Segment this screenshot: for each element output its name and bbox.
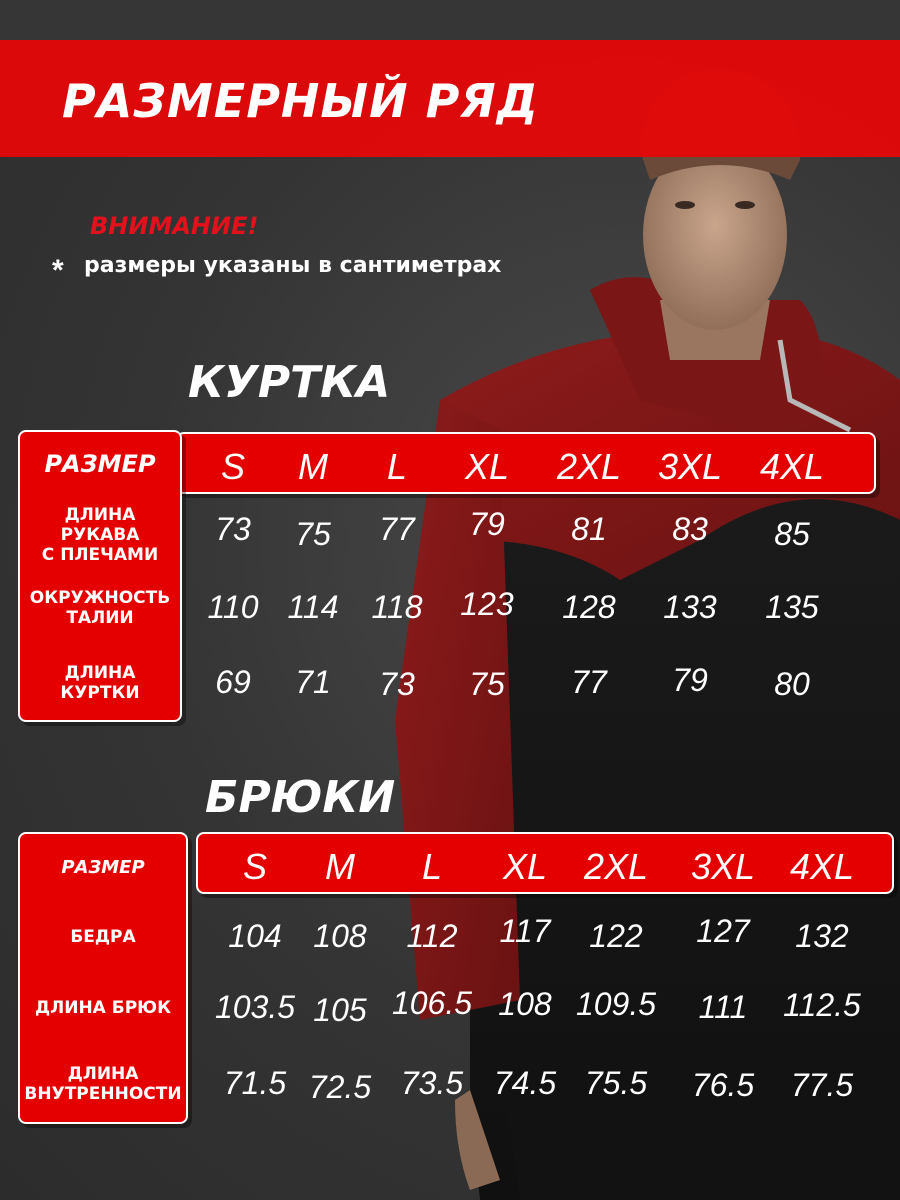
jacket-value-cell: 80	[774, 666, 810, 702]
jacket-value-cell: 75	[469, 666, 505, 702]
jacket-value-cell: 79	[672, 662, 708, 698]
pants-size-m: M	[325, 846, 355, 887]
jacket-value-cell: 128	[562, 589, 616, 625]
row-label-line: ВНУТРЕННОСТИ	[24, 1084, 182, 1104]
pants-size-xl: XL	[502, 846, 548, 887]
jacket-value-cell: 69	[215, 664, 251, 700]
row-label-line: С ПЛЕЧАМИ	[41, 545, 159, 565]
pants-value-cell: 105	[313, 992, 367, 1028]
pants-value-cell: 108	[498, 986, 552, 1022]
row-label-line: ТАЛИИ	[66, 608, 134, 628]
pants-value-cell: 112	[406, 918, 458, 954]
jacket-size-2xl: 2XL	[556, 446, 622, 487]
jacket-value-cell: 83	[672, 511, 708, 547]
pants-size-s: S	[242, 846, 267, 887]
pants-row-label	[18, 998, 188, 1018]
row-label-line: ДЛИНА	[67, 1064, 139, 1084]
pants-value-cell: 71.5	[223, 1065, 287, 1101]
row-label-line: ДЛИНА	[64, 663, 136, 683]
pants-value-cell: 112.5	[783, 987, 861, 1023]
row-label-line: ДЛИНА	[64, 505, 136, 525]
jacket-size-m: M	[298, 446, 328, 487]
jacket-size-xl: XL	[464, 446, 510, 487]
units-note: размеры указаны в сантиметрах	[84, 253, 502, 278]
jacket-value-cell: 71	[295, 664, 331, 700]
jacket-value-cell: 75	[295, 516, 331, 552]
pants-value-cell: 73.5	[400, 1065, 464, 1101]
pants-value-cell: 75.5	[584, 1065, 648, 1101]
jacket-size-3xl: 3XL	[657, 446, 723, 487]
pants-row-label	[18, 1064, 188, 1104]
jacket-value-cell: 81	[571, 511, 607, 547]
jacket-value-cell: 135	[765, 589, 819, 625]
pants-size-3xl: 3XL	[690, 846, 756, 887]
pants-value-cell: 76.5	[691, 1067, 755, 1103]
pants-value-cell: 104	[228, 918, 282, 954]
jacket-row-label	[18, 663, 182, 703]
jacket-value-cell: 85	[774, 516, 810, 552]
pants-title: БРЮКИ	[205, 772, 396, 823]
jacket-value-cell: 133	[663, 589, 717, 625]
jacket-value-cell: 73	[379, 666, 415, 702]
pants-value-cell: 122	[589, 918, 643, 954]
row-label-line: БЕДРА	[70, 927, 136, 947]
pants-value-cell: 103.5	[214, 989, 296, 1025]
jacket-value-cell: 79	[469, 506, 505, 542]
pants-value-cell: 77.5	[790, 1067, 854, 1103]
pants-size-4xl: 4XL	[789, 846, 855, 887]
asterisk-mark: *	[52, 254, 64, 287]
row-label-line: КУРТКИ	[60, 683, 140, 703]
pants-value-cell: 109.5	[575, 986, 657, 1022]
pants-value-cell: 127	[696, 913, 750, 949]
jacket-row-label	[18, 588, 182, 628]
page-title: РАЗМЕРНЫЙ РЯД	[62, 74, 539, 128]
pants-size-2xl: 2XL	[583, 846, 649, 887]
pants-value-cell: 132	[795, 918, 849, 954]
jacket-row-label	[18, 505, 182, 565]
row-label-line: ОКРУЖНОСТЬ	[29, 588, 171, 608]
pants-row-label	[18, 927, 188, 947]
pants-value-cell: 72.5	[308, 1069, 372, 1105]
row-label-line: ДЛИНА БРЮК	[34, 998, 172, 1018]
jacket-value-cell: 77	[571, 664, 607, 700]
pants-value-cell: 106.5	[391, 985, 473, 1021]
jacket-size-header: РАЗМЕР	[44, 450, 156, 478]
jacket-title: КУРТКА	[188, 357, 391, 408]
jacket-value-cell: 73	[215, 511, 251, 547]
jacket-value-cell: 77	[379, 511, 415, 547]
pants-size-header: РАЗМЕР	[61, 857, 145, 878]
jacket-value-cell: 118	[371, 589, 423, 625]
pants-value-cell: 111	[698, 989, 748, 1025]
pants-value-cell: 74.5	[493, 1065, 557, 1101]
row-label-line: РУКАВА	[60, 525, 140, 545]
jacket-size-l: L	[386, 446, 408, 487]
jacket-value-cell: 110	[207, 589, 259, 625]
jacket-value-cell: 114	[287, 589, 339, 625]
jacket-size-4xl: 4XL	[759, 446, 825, 487]
pants-size-l: L	[421, 846, 443, 887]
attention-label: ВНИМАНИЕ!	[90, 212, 259, 240]
jacket-size-s: S	[220, 446, 245, 487]
jacket-value-cell: 123	[460, 586, 514, 622]
pants-value-cell: 117	[499, 913, 551, 949]
pants-value-cell: 108	[313, 918, 367, 954]
